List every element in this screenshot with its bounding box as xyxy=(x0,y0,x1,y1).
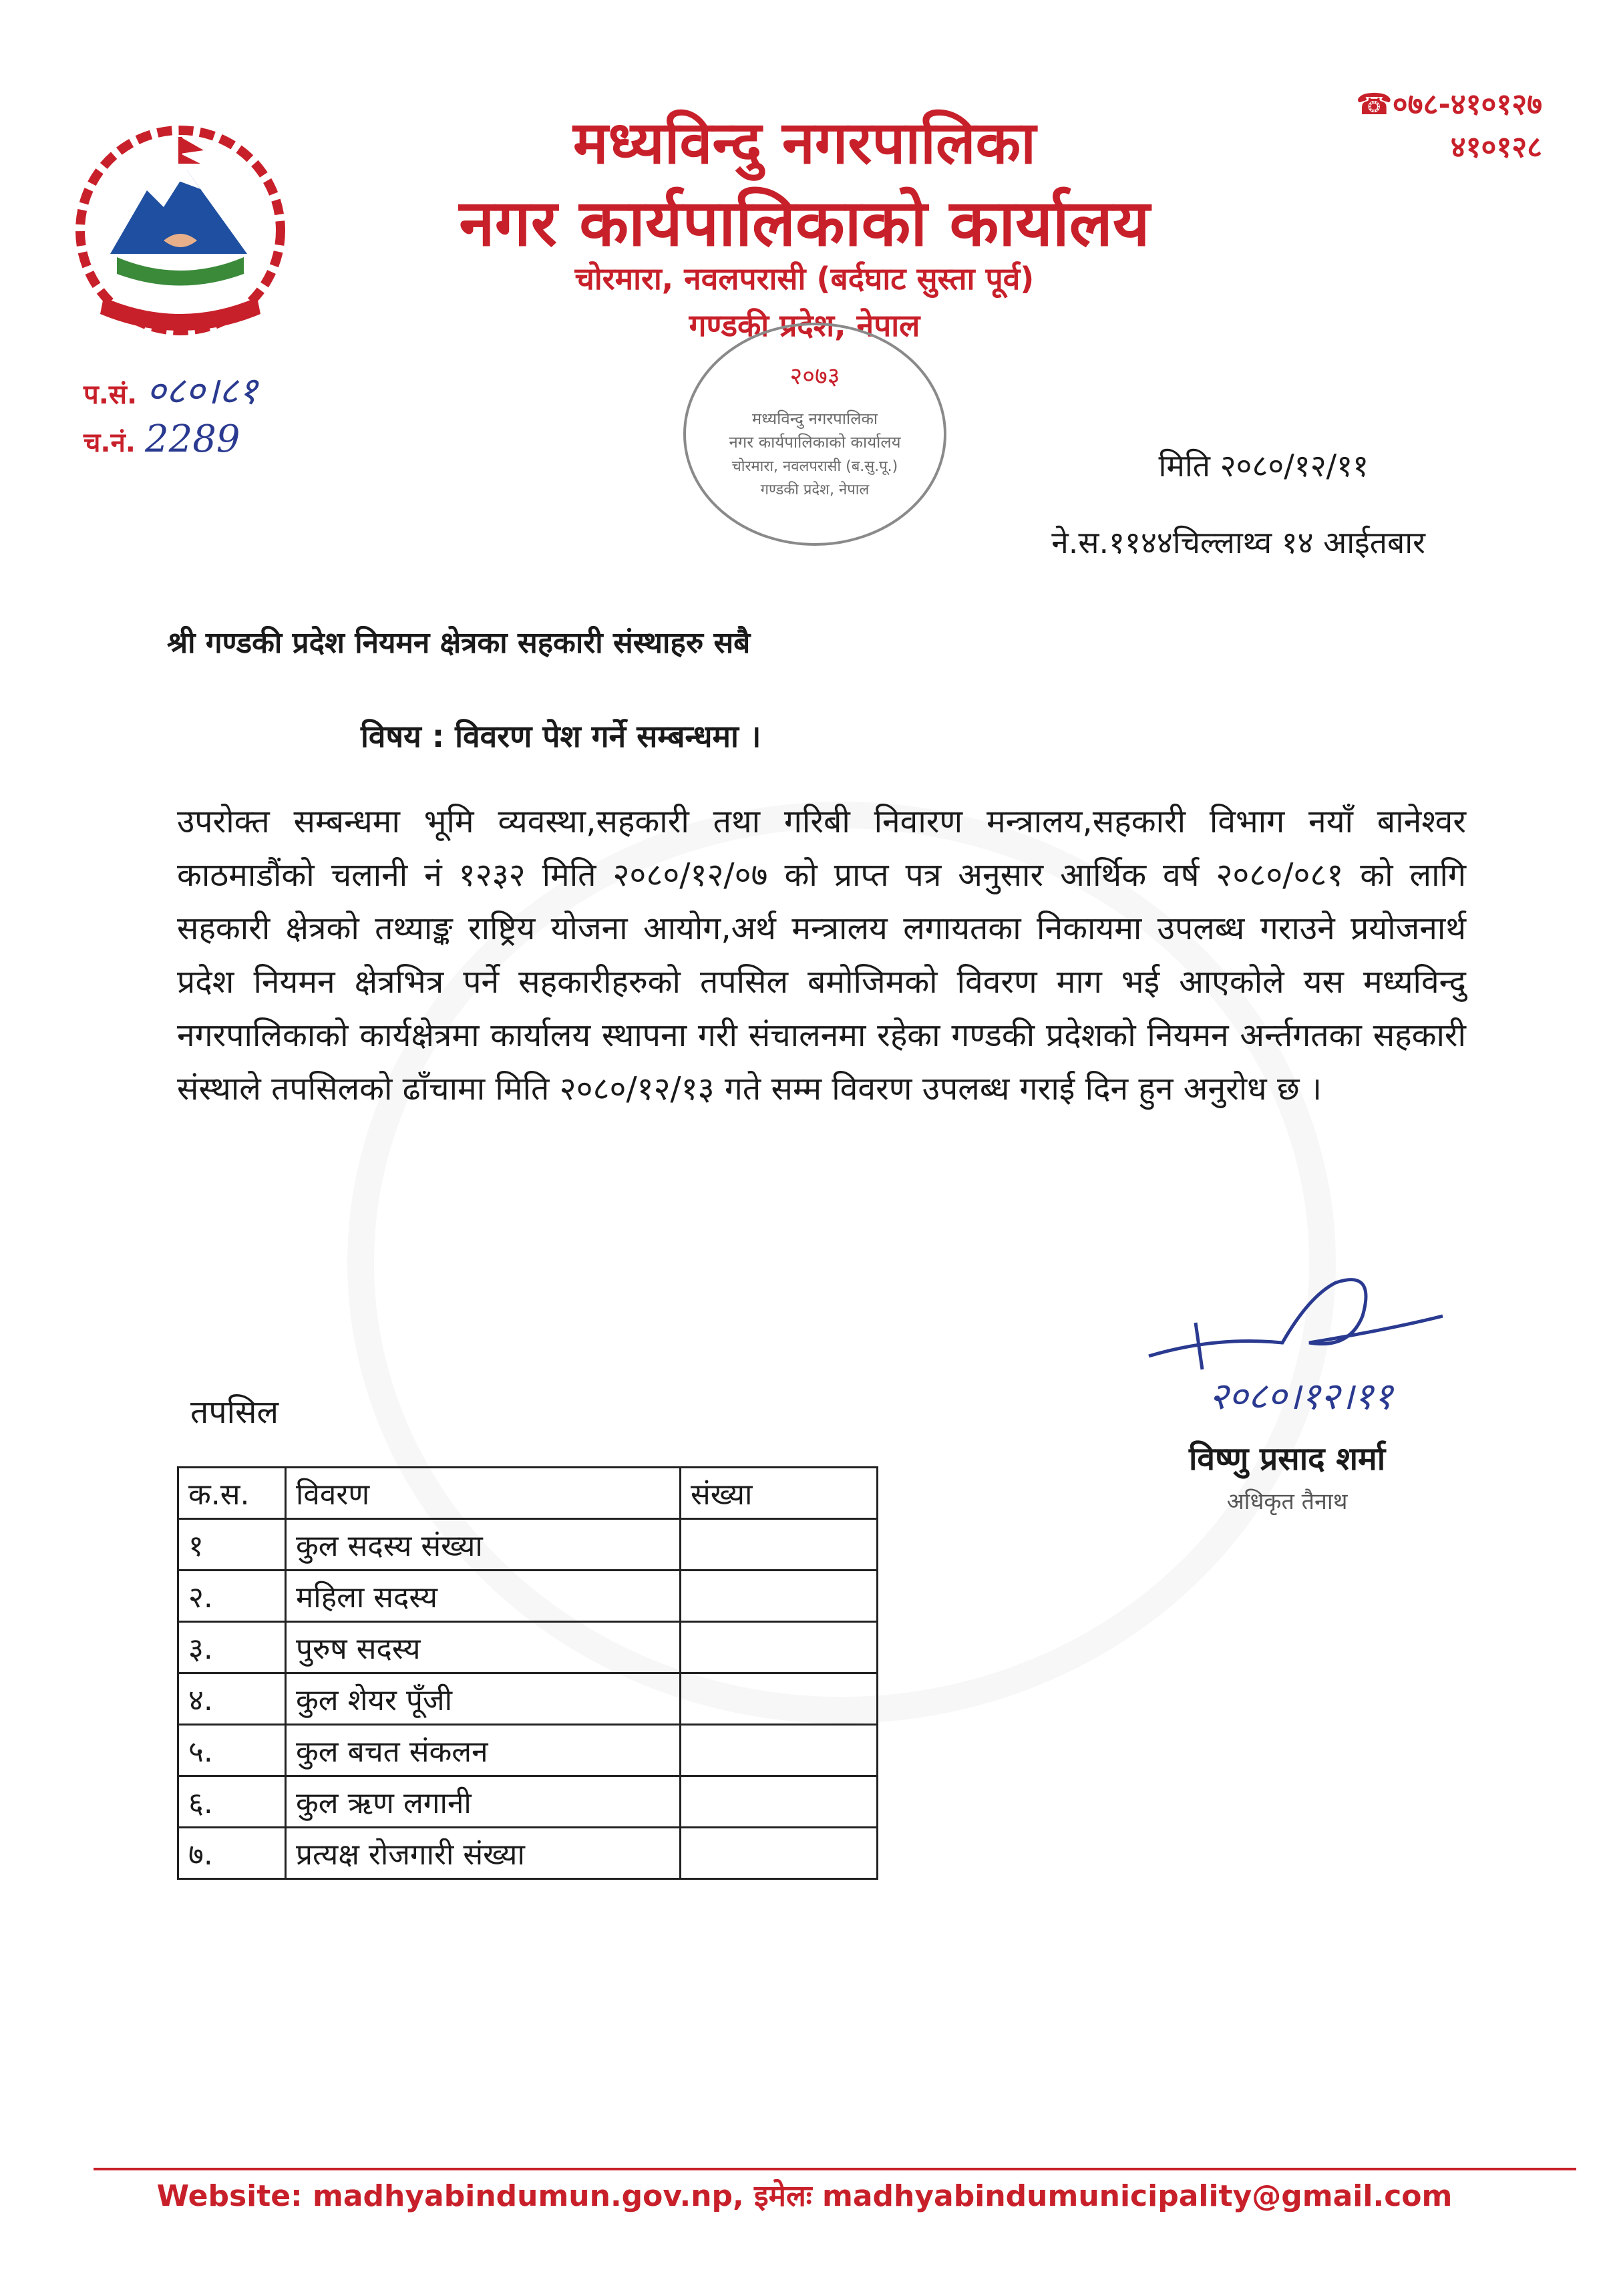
ps-value: ०८०।८१ xyxy=(146,369,258,413)
row-serial: ४. xyxy=(178,1673,286,1725)
phone-block xyxy=(1356,84,1542,169)
stamp-text-4: गण्डकी प्रदेश, नेपाल xyxy=(760,482,870,498)
footer-contact: Website: madhyabindumun.gov.np, इमेलः madhyabindumunicipality@gmail.com xyxy=(156,2179,1453,2213)
row-description: कुल शेयर पूँजी xyxy=(286,1673,681,1725)
row-description: पुरुष सदस्य xyxy=(286,1622,681,1673)
table-row xyxy=(178,1519,878,1571)
stamp-text-1: मध्यविन्दु नगरपालिका xyxy=(751,409,878,428)
office-address: चोरमारा, नवलपरासी (बर्दघाट सुस्ता पूर्व) xyxy=(574,261,1035,297)
signature-scribble xyxy=(1135,1256,1483,1392)
table-row xyxy=(178,1776,878,1828)
cn-value: 2289 xyxy=(144,418,240,461)
header-count: संख्या xyxy=(681,1468,878,1519)
table-row xyxy=(178,1673,878,1725)
row-count xyxy=(681,1519,878,1571)
office-province: गण्डकी प्रदेश, नेपाल xyxy=(689,307,920,343)
salutation: श्री गण्डकी प्रदेश नियमन क्षेत्रका सहकारी संस्थाहरु सबै xyxy=(167,626,751,660)
chalani-number xyxy=(83,418,240,461)
row-description: प्रत्यक्ष रोजगारी संख्या xyxy=(286,1828,681,1879)
header-description: विवरण xyxy=(286,1468,681,1519)
office-stamp xyxy=(675,314,955,554)
office-name: नगर कार्यपालिकाको कार्यालय xyxy=(459,186,1150,261)
row-serial: ५. xyxy=(178,1725,286,1776)
phone-number-2: ४१०१२८ xyxy=(1450,130,1542,164)
footer-divider xyxy=(94,2168,1576,2170)
row-count xyxy=(681,1776,878,1828)
row-serial: १ xyxy=(178,1519,286,1571)
letter-body: उपरोक्त सम्बन्धमा भूमि व्यवस्था,सहकारी तथा गरिबी निवारण मन्त्रालय,सहकारी विभाग नयाँ बानेश्वर काठमाडौंको चलानी नं १२३२ मिति २०८०/१२/०७ को प्राप्त पत्र अनुसार आर्थिक वर्ष २०८०/०८१ को लागि सहकारी क्षेत्रको तथ्याङ्क राष्ट्रिय योजना आयोग,अर्थ मन्त्रालय लगायतका निकायमा उपलब्ध गराउने प्रयोजनार्थ प्रदेश नियमन क्षेत्रभित्र पर्ने सहकारीहरुको तपसिल बमोजिमको विवरण माग भई आएकोले यस मध्यविन्दु नगरपालिकाको कार्यक्षेत्रमा कार्यालय स्थापना गरी संचालनमा रहेका गण्डकी प्रदेशको नियमन अर्न्तगतका सहकारी संस्थाले तपसिलको ढाँचामा मिति २०८०/१२/१३ गते सम्म विवरण उपलब्ध गराई दिन हुन अनुरोध छ । xyxy=(177,803,1466,1108)
table-header-row xyxy=(178,1468,878,1519)
row-serial: ३. xyxy=(178,1622,286,1673)
table-row xyxy=(178,1828,878,1879)
row-description: कुल सदस्य संख्या xyxy=(286,1519,681,1571)
letter-date: मिति २०८०/१२/११ xyxy=(1158,448,1369,484)
table-row xyxy=(178,1725,878,1776)
table-row xyxy=(178,1571,878,1622)
row-count xyxy=(681,1673,878,1725)
row-count xyxy=(681,1571,878,1622)
signature-handwritten-date: २०८०।१२।११ xyxy=(1209,1375,1393,1418)
row-description: कुल ऋण लगानी xyxy=(286,1776,681,1828)
subject-line: विषय : विवरण पेश गर्ने सम्बन्धमा । xyxy=(361,718,761,754)
tapasil-table xyxy=(177,1466,878,1880)
phone-number-1: ☎०७८-४१०१२७ xyxy=(1356,88,1542,122)
stamp-text-2: नगर कार्यपालिकाको कार्यालय xyxy=(729,433,901,452)
patra-sankhya xyxy=(83,364,258,415)
row-count xyxy=(681,1828,878,1879)
row-serial: ६. xyxy=(178,1776,286,1828)
signature-block xyxy=(1189,1436,1385,1516)
row-serial: ७. xyxy=(178,1828,286,1879)
stamp-year: २०७३ xyxy=(789,363,840,390)
tapasil-heading: तपसिल xyxy=(190,1393,279,1431)
row-serial: २. xyxy=(178,1571,286,1622)
stamp-text-3: चोरमारा, नवलपरासी (ब.सु.पू.) xyxy=(731,458,898,475)
municipality-name: मध्यविन्दु नगरपालिका xyxy=(572,108,1036,177)
signatory-name: विष्णु प्रसाद शर्मा xyxy=(1189,1440,1386,1478)
table-row xyxy=(178,1622,878,1673)
row-description: कुल बचत संकलन xyxy=(286,1725,681,1776)
row-count xyxy=(681,1622,878,1673)
row-description: महिला सदस्य xyxy=(286,1571,681,1622)
signatory-title: अधिकृत तैनाथ xyxy=(1226,1488,1348,1515)
row-count xyxy=(681,1725,878,1776)
cn-label: च.नं. xyxy=(83,428,136,458)
nepal-sambat-date: ने.स.११४४चिल्लाथ्व १४ आईतबार xyxy=(1051,524,1425,560)
header-serial: क.स. xyxy=(178,1468,286,1519)
ps-label: प.सं. xyxy=(83,379,138,410)
